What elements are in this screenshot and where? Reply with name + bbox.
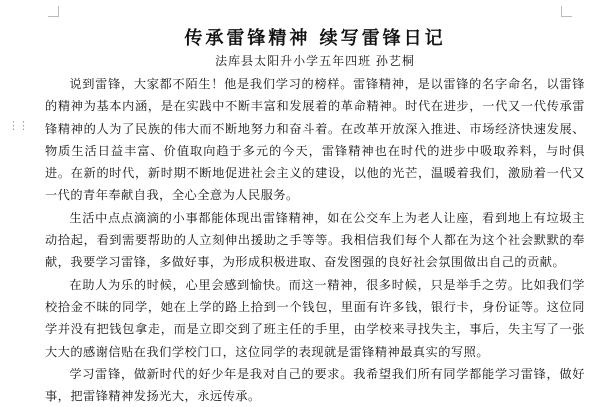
paragraph-3: 在助人为乐的时候，心里会感到愉快。而这一精神，很多时候，只是举手之劳。比如我们学校拾金不昧的同学，她在上学的路上拾到一个钱包，里面有许多钱，银行卡，身份证等。这位同学并没有把钱包拿走，而是立即交到了班主任的手里，由学校来寻找失主，事后，失主写了一张大大的感谢信贴在我们学校门口，这位同学的表现就是雷锋精神最真实的写照。 xyxy=(45,277,585,359)
document-body[interactable] xyxy=(45,27,585,407)
page-corner-mark-top-left xyxy=(48,6,59,17)
paragraph-2: 生活中点点滴滴的小事都能体现出雷锋精神，如在公交车上为老人让座，看到地上有垃圾主动拾起，看到需要帮助的人立刻伸出援助之手等等。我相信我们每个人都在为这个社会默默的奉献，我要学习雷锋，多做好事，为形成积极进取、奋发图强的良好社会氛围做出自己的贡献。 xyxy=(45,210,585,270)
paragraph-1: 说到雷锋，大家都不陌生！他是我们学习的榜样。雷锋精神，是以雷锋的名字命名，以雷锋的精神为基本内涵，是在实践中不断丰富和发展着的革命精神。时代在进步，一代又一代传承雷锋精神的人为了民族的伟大而不断地努力和奋斗着。在改革开放深入推进、市场经济快速发展、物质生活日益丰富、价值取向趋于多元的今天，雷锋精神也在时代的进步中吸取养料，与时俱进。在新的时代，新时期不断地促进社会主义的建设，以他的光芒，温暖着我们，激励着一代又一代的青年奉献自我，全心全意为人民服务。 xyxy=(45,77,585,203)
page-corner-mark-top-right xyxy=(561,6,572,17)
document-author-line: 法库县太阳升小学五年四班 孙艺桐 xyxy=(215,54,415,68)
drag-handle-icon[interactable]: ⋮⋮ xyxy=(8,119,28,132)
paragraph-4: 学习雷锋，做新时代的好少年是我对自己的要求。我希望我们所有同学都能学习雷锋，做好事，把雷锋精神发扬光大，永远传承。 xyxy=(45,366,585,404)
document-title: 传承雷锋精神 续写雷锋日记 xyxy=(184,28,446,49)
